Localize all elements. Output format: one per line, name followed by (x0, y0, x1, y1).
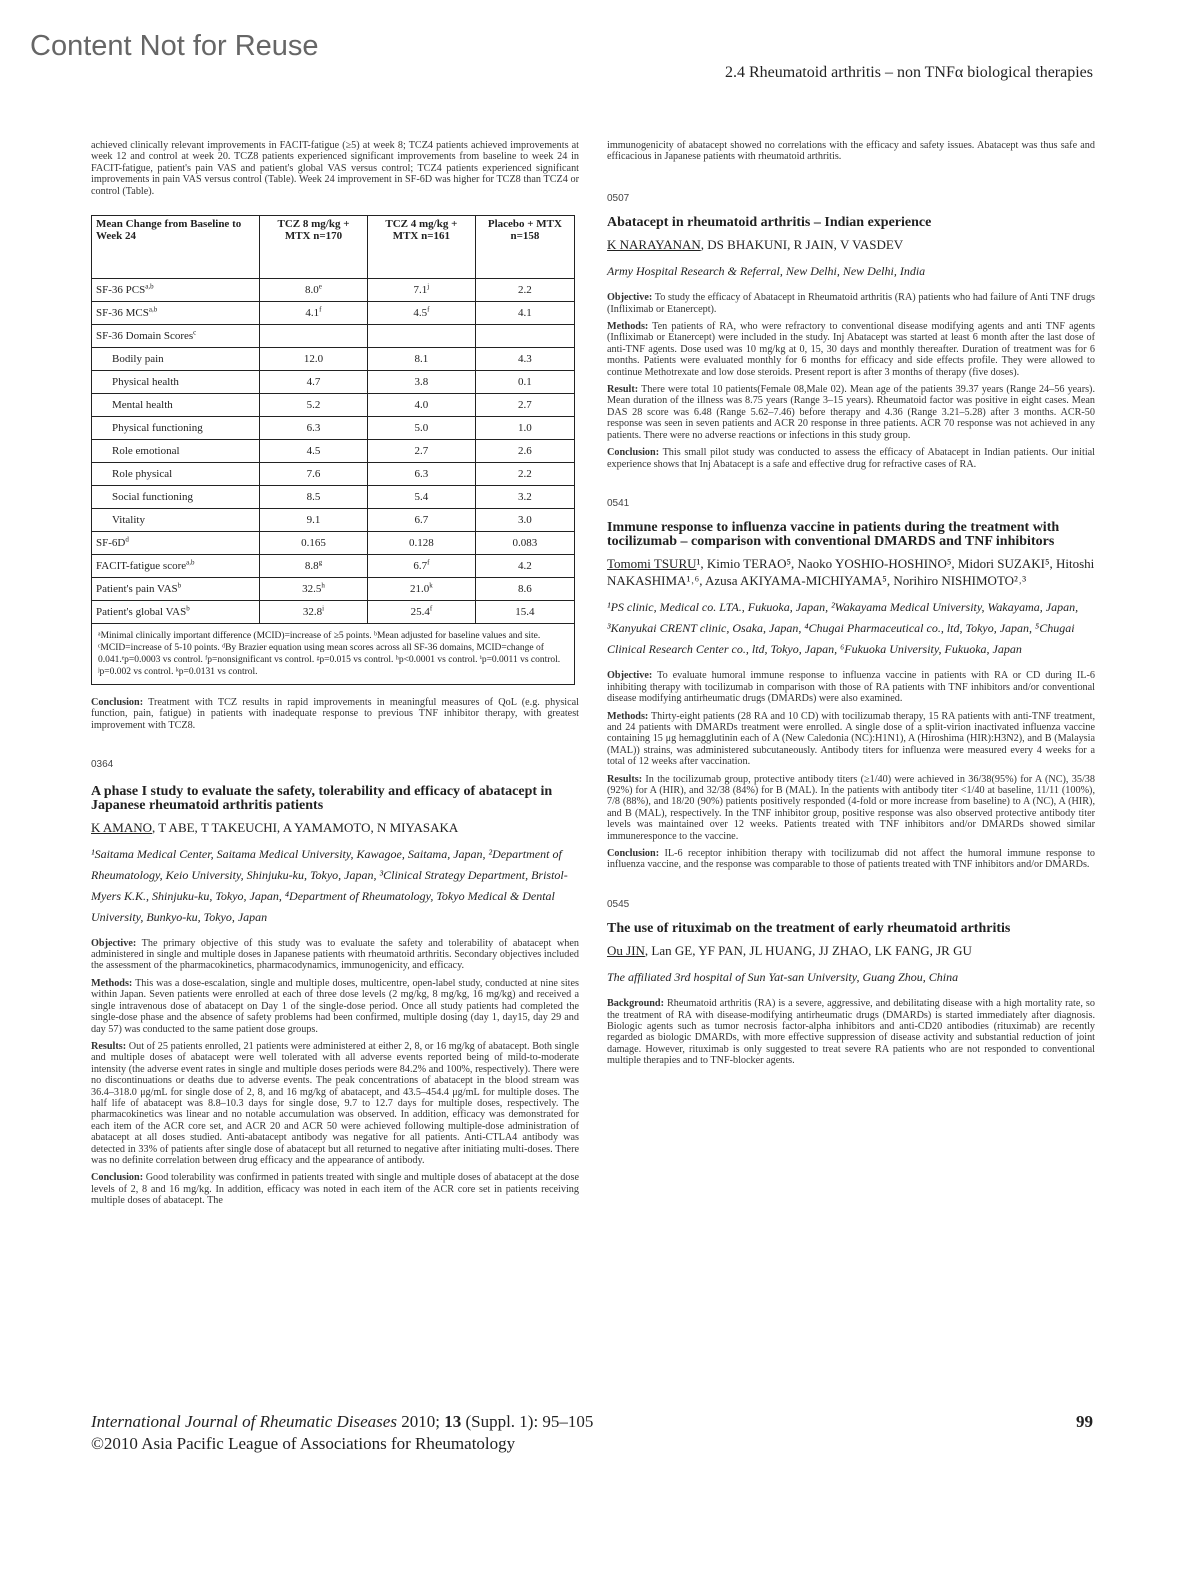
row-label-text: Role physical (112, 468, 173, 481)
cell-value (475, 348, 574, 371)
row-label (92, 394, 260, 417)
authors-0364 (91, 819, 579, 836)
row-label-sup: a,b (148, 305, 158, 314)
cell-value (260, 279, 368, 302)
table-row (92, 279, 575, 302)
cell-number: 4.3 (518, 353, 532, 366)
row-label-sup: b (186, 604, 190, 613)
cell-value (475, 509, 574, 532)
cell-value (475, 394, 574, 417)
methods-lead: Methods: (607, 321, 649, 333)
header-placebo: Placebo + MTX n=158 (475, 216, 574, 279)
cell-value (475, 371, 574, 394)
abstract-code-0507: 0507 (607, 192, 630, 204)
conclusion-text: Treatment with TCZ results in rapid improvements in meaningful measures of QoL (e.g. physical function, pain, fatigue) in patients with inadequate response to previous TNF inhibitor therapy, with greatest improvement with TCZ8. (91, 697, 579, 731)
table-row (92, 325, 575, 348)
authors-0545 (607, 942, 1095, 959)
cell-number: 6.7 (414, 514, 429, 527)
row-label (92, 417, 260, 440)
cell-value (260, 371, 368, 394)
table-row (92, 532, 575, 555)
row-label (92, 463, 260, 486)
conclusion-text: This small pilot study was conducted to assess the efficacy of Abatacept in Indian patients. Our initial experience shows that Inj Abatacept is a safe and effective drug for refractive cases of RA. (607, 447, 1095, 470)
presenter-0541: Tomomi TSURU (607, 556, 697, 572)
table-row (92, 394, 575, 417)
table-row (92, 578, 575, 601)
cell-number: 32.5 (302, 583, 322, 596)
row-label-text: Patient's pain VAS (96, 583, 178, 596)
cell-value (367, 302, 475, 325)
objective-0507 (607, 292, 1095, 315)
cell-number: 0.128 (408, 537, 434, 550)
row-label (92, 279, 260, 302)
table-row (92, 486, 575, 509)
cell-value (475, 486, 574, 509)
objective-lead: Objective: (607, 292, 653, 304)
authors-0507 (607, 236, 1095, 253)
cell-number: 4.7 (306, 376, 321, 389)
cell-value (475, 325, 574, 348)
cell-footnote-marker: k (429, 581, 433, 590)
table-footnote: ᵃMinimal clinically important difference (MCID)=increase of ≥5 points. ᵇMean adjusted for baseline values and site. ᶜMCID=increase of 5-10 points. ᵈBy Brazier equation using mean scores across all SF-36 domains, MCID=change of 0.041.ᵉp=0.0003 vs control. ᶠp=nonsignificant vs control. ᵍp=0.015 vs control. ʰp<0.0001 vs control. ⁱp=0.0011 vs control. ʲp=0.002 vs control. ᵏp=0.0131 vs control. (92, 624, 575, 685)
authors-rest-0364: , T ABE, T TAKEUCHI, A YAMAMOTO, N MIYASAKA (152, 819, 459, 835)
table-row (92, 417, 575, 440)
cell-footnote-marker: f (427, 305, 430, 314)
cell-number: 7.1 (413, 284, 428, 297)
row-label-text: SF-36 MCS (96, 307, 149, 320)
row-label-text: Role emotional (112, 445, 180, 458)
background-text: Rheumatoid arthritis (RA) is a severe, aggressive, and debilitating disease with a high mortality rate, so the treatment of RA with disease-modifying antirheumatic drugs (DMARDs) is started immediately after diagnosis. Biologic agents such as tumor necrosis factor-alpha inhibitors and anti-CD20 antibodies (rituximab) are recently regarded as biologic DMARDs, with more effective suppression of disease activity and substantial reduction of joint damage. However, rituximab is only suggested to treat severe RA patients who are not responded to conventional multiple therapies and to TNF-blocker agents. (607, 998, 1095, 1067)
row-label-sup: b (177, 581, 182, 590)
cell-number: 3.8 (414, 376, 429, 389)
cell-value (475, 532, 574, 555)
cell-value (475, 555, 574, 578)
intro-paragraph: achieved clinically relevant improvements in FACIT-fatigue (≥5) at week 8; TCZ4 patients achieved improvements at week 12 and control at week 20. TCZ8 patients experienced significant improvements from baseline to week 24 in FACIT-fatigue, patient's pain VAS and patient's global VAS versus control; TCZ4 patients experienced significant improvements in pain VAS versus control (Table). Week 24 improvement in SF-6D was higher for TCZ8 than TCZ4 or control (Table). (91, 140, 579, 197)
cell-number: 6.3 (306, 422, 321, 435)
row-label-text: SF-36 PCS (96, 284, 146, 297)
journal-pages: (Suppl. 1): 95–105 (461, 1412, 594, 1431)
cell-number: 2.7 (518, 399, 532, 412)
table-row (92, 302, 575, 325)
cell-number: 7.6 (306, 468, 321, 481)
cell-value (260, 532, 368, 555)
cell-value (367, 348, 475, 371)
background-0545 (607, 998, 1095, 1066)
abstract-code-0545: 0545 (607, 898, 630, 910)
cell-value (475, 578, 574, 601)
cell-value (475, 279, 574, 302)
presenter-0364: K AMANO (91, 819, 153, 835)
row-label (92, 325, 260, 348)
cell-number: 9.1 (306, 514, 321, 527)
cell-number: 8.5 (306, 491, 321, 504)
cell-value (367, 417, 475, 440)
row-label (92, 509, 260, 532)
result-text: There were total 10 patients(Female 08,Male 02). Mean age of the patients 39.37 years (Range 24–56 years). Mean duration of the illness was 8.75 years (Range 3–15 years). Rheumatoid factor was positive in eight cases. Mean DAS 28 score was 6.48 (Range 5.62–7.46) before therapy and 4.36 (Range 3.21–5.28) after 3 months. ACR-50 response was seen in seven patients and ACR 20 response in three patients. ACR 70 response was not achieved in any patients. There were no adverse reactions or infections in this study group. (607, 384, 1095, 441)
row-label-text: SF-6D (96, 537, 126, 550)
table-row (92, 440, 575, 463)
cell-number: 3.0 (518, 514, 532, 527)
cell-number: 3.2 (518, 491, 532, 504)
cell-value (260, 486, 368, 509)
cell-value (475, 601, 574, 624)
cell-number: 21.0 (409, 583, 430, 596)
cell-number: 5.2 (306, 399, 321, 412)
cell-value (367, 394, 475, 417)
conclusion-paragraph (91, 697, 579, 731)
cell-value (367, 601, 475, 624)
methods-text: Ten patients of RA, who were refractory to conventional disease modifying agents and anti TNF agents (Infliximab or Etanercept) were included in the study. Inj Abatacept was started at least 6 month after the last dose of anti-TNF agents. Dose used was 10 mg/kg at 0, 15, 30 days and monthly thereafter. Duration of treatment was for 6 months. Patients were evaluated monthly for 6 months for efficacy and side effects profile. They were allowed to continue Methotrexate and low dose steroids. Present report is after 3 months of therapy (five doses). (607, 321, 1095, 378)
conclusion-text: Good tolerability was confirmed in patients treated with single and multiple doses of abatacept at the dose levels of 2, 8 and 16 mg/kg. In addition, efficacy was noted in each item of the ACR core set in patients receiving multiple doses of abatacept. The (91, 1172, 579, 1207)
abstract-code-0541: 0541 (607, 497, 630, 509)
row-label (92, 371, 260, 394)
abstract-code-0364: 0364 (91, 759, 114, 771)
presenter-0545: Ou JIN (607, 943, 645, 959)
table-row (92, 371, 575, 394)
cell-value (260, 348, 368, 371)
row-label-text: Mental health (112, 399, 173, 412)
conclusion-lead: Conclusion: (91, 1172, 144, 1184)
header-measure: Mean Change from Baseline to Week 24 (92, 216, 260, 279)
row-label-sup: d (125, 535, 129, 544)
cell-value (367, 486, 475, 509)
cell-number: 2.2 (518, 284, 532, 297)
affiliation-0507: Army Hospital Research & Referral, New Delhi, New Delhi, India (607, 264, 926, 279)
cell-value (260, 578, 368, 601)
row-label (92, 555, 260, 578)
cell-number: 2.6 (518, 445, 532, 458)
row-label (92, 578, 260, 601)
cell-value (367, 440, 475, 463)
cell-footnote-marker: g (318, 558, 323, 567)
cell-number: 8.1 (414, 353, 429, 366)
cell-number: 4.1 (305, 307, 320, 320)
row-label-text: Physical functioning (112, 422, 203, 435)
cell-number: 2.7 (414, 445, 429, 458)
right-column (607, 140, 1095, 1073)
conclusion-lead: Conclusion: (91, 697, 144, 709)
authors-rest-0545: , Lan GE, YF PAN, JL HUANG, JJ ZHAO, LK FANG, JR GU (644, 943, 972, 959)
cell-footnote-marker: j (427, 282, 430, 291)
cell-number: 2.2 (518, 468, 532, 481)
cell-value (367, 578, 475, 601)
cell-number: 8.6 (518, 583, 532, 596)
cell-number: 4.0 (414, 399, 429, 412)
cell-value (260, 463, 368, 486)
methods-lead: Methods: (91, 977, 133, 989)
continuation-paragraph: immunogenicity of abatacept showed no correlations with the efficacy and safety issues. Abatacept was thus safe and efficacious in Japanese patients with rheumatoid arthritis. (607, 140, 1095, 163)
results-table (91, 215, 575, 685)
abstract-title-0545: The use of rituximab on the treatment of early rheumatoid arthritis (607, 921, 1011, 937)
results-0364 (91, 1041, 579, 1166)
cell-value (367, 325, 475, 348)
row-label (92, 486, 260, 509)
journal-volume: 13 (444, 1412, 462, 1431)
cell-value (260, 440, 368, 463)
cell-footnote-marker: f (427, 558, 430, 567)
cell-value (260, 555, 368, 578)
cell-value (367, 279, 475, 302)
conclusion-0364 (91, 1172, 579, 1206)
cell-footnote-marker: e (318, 282, 322, 291)
cell-value (260, 302, 368, 325)
footer-citation (91, 1412, 593, 1432)
cell-value (260, 325, 368, 348)
row-label-text: SF-36 Domain Scores (96, 330, 194, 343)
cell-number: 0.165 (301, 537, 326, 550)
journal-year: 2010; (396, 1412, 445, 1431)
methods-0507 (607, 321, 1095, 378)
row-label-text: Social functioning (112, 491, 193, 504)
watermark: Content Not for Reuse (30, 30, 319, 62)
cell-footnote-marker: i (322, 604, 325, 613)
objective-0541 (607, 670, 1095, 704)
table-row (92, 348, 575, 371)
cell-number: 4.2 (518, 560, 532, 573)
row-label (92, 601, 260, 624)
cell-value (475, 440, 574, 463)
conclusion-lead: Conclusion: (607, 848, 660, 859)
table-body (92, 279, 575, 624)
table-row (92, 601, 575, 624)
cell-number: 8.8 (304, 560, 319, 573)
methods-0541 (607, 711, 1095, 768)
table-row (92, 509, 575, 532)
authors-rest-0541: ¹, Kimio TERAO⁵, Naoko YOSHIO-HOSHINO⁵, Midori SUZAKI⁵, Hitoshi NAKASHIMA¹˒⁶, Azusa AKIYAMA-MICHIYAMA⁵, Norihiro NISHIMOTO²˒³ (607, 556, 1095, 589)
results-text: Out of 25 patients enrolled, 21 patients were administered at either 2, 8, or 16 mg/kg of abatacept. Both single and multiple doses of abatacept were well tolerated with all adverse events reported being of mild-to-moderate intensity (the adverse event rates in single and multiple doses periods were 84.2% and 100%, respectively). There were no discontinuations or deaths due to adverse events. The peak concentrations of abatacept in the blood stream was 36.4–318.0 μg/mL for single dose of 2, 8, and 16 mg/kg of abatacept, and 43.5–454.4 μg/mL for multiple doses. The half life of abatacept was 8.8–10.3 days for single dose, 9.7 to 12.7 days for multiple doses, respectively. The pharmacokinetics was linear and no notable accumulation was observed. In addition, efficacy was demonstrated for each item of the ACR core set, and ACR 20 and ACR 50 were achieved following multiple-dose administration of abatacept at all doses studied. Anti-abatacept antibody was negative for all patients. Anti-CTLA4 antibody was detected in 33% of patients after single dose of abatacept but all returned to negative after initiating multi-doses. There was no definite correlation between drug efficacy and the appearance of antibody. (91, 1040, 579, 1166)
footer-copyright: ©2010 Asia Pacific League of Associations for Rheumatology (91, 1434, 516, 1453)
cell-number: 12.0 (303, 353, 324, 366)
row-label (92, 532, 260, 555)
cell-number: 32.8 (302, 606, 323, 619)
row-label-sup: a,b (186, 558, 195, 567)
methods-text: This was a dose-escalation, single and multiple doses, multicentre, open-label study, conducted at nine sites within Japan. Seven patients were enrolled at each of three dose levels (2 mg/kg, 8 mg/kg, 16 mg/kg) and received a single intravenous dose of abatacept on Day 1 of the single-dose period. Once all study patients had completed the single-dose phase and the absence of safety problems had been confirmed, multiple dosing (day 1, day15, day 29 and day 57) was conducted to the same patient dose groups. (91, 977, 579, 1035)
cell-value (367, 463, 475, 486)
cell-value (367, 371, 475, 394)
result-0507 (607, 384, 1095, 441)
affiliation-0541: ¹PS clinic, Medical co. LTA., Fukuoka, Japan, ²Wakayama Medical University, Wakayama, Japan, ³Kanyukai CRENT clinic, Osaka, Japan, ⁴Chugai Pharmaceutical co., ltd, Tokyo, Japan, ⁵Chugai Clinical Research Center co., ltd, Tokyo, Japan, ⁶Fukuoka University, Fukuoka, Japan (607, 600, 1079, 657)
conclusion-0507 (607, 447, 1095, 470)
objective-text: To evaluate humoral immune response to influenza vaccine in patients with RA or CD during IL-6 inhibiting therapy with tocilizumab in comparison with those of RA patients with TNF inhibitors and/or conventional disease modifying antirheumatic drugs (DMARDs) were also examined. (607, 670, 1095, 705)
row-label-text: Patient's global VAS (96, 606, 187, 619)
conclusion-lead: Conclusion: (607, 447, 660, 459)
running-head: 2.4 Rheumatoid arthritis – non TNFα biological therapies (724, 64, 1093, 81)
cell-value (260, 509, 368, 532)
results-lead: Results: (607, 773, 643, 785)
cell-number: 15.4 (515, 606, 535, 619)
cell-number: 4.1 (518, 307, 532, 320)
cell-value (367, 555, 475, 578)
methods-text: Thirty-eight patients (28 RA and 10 CD) with tocilizumab therapy, 15 RA patients with anti-TNF treatment, and 24 patients with DMARDs treatment were enrolled. A single dose of a split-virion inactivated influenza vaccine containing 15 μg hemagglutinin each of A (New Caledonia (NC):H1N1), A (Hiroshima (HIR):H3N2), and B (Malaysia (MAL)) strains, was administered subcutaneously. Antibody titers for influenza were measured every 4 weeks for a total of 12 weeks after vaccination. (607, 710, 1095, 768)
cell-number: 1.0 (518, 422, 532, 435)
objective-text: The primary objective of this study was to evaluate the safety and tolerability of abatacept when administered in single and multiple doses in Japanese patients with rheumatoid arthritis. Secondary objectives included the assessment of the pharmacokinetics, pharmacodynamics, immunogenicity, and efficacy. (91, 937, 579, 972)
objective-0364 (91, 938, 579, 972)
cell-value (367, 509, 475, 532)
affiliation-0545: The affiliated 3rd hospital of Sun Yat-san University, Guang Zhou, China (607, 970, 959, 985)
cell-number: 25.4 (410, 606, 430, 619)
cell-value (475, 417, 574, 440)
results-lead: Results: (91, 1040, 127, 1052)
cell-value (260, 394, 368, 417)
authors-0541 (607, 555, 1095, 589)
methods-lead: Methods: (607, 710, 649, 722)
abstract-title-0364: A phase I study to evaluate the safety, tolerability and efficacy of abatacept in Japanese rheumatoid arthritis patients (91, 783, 553, 813)
cell-footnote-marker: f (429, 604, 433, 613)
cell-value (260, 417, 368, 440)
results-0541 (607, 774, 1095, 842)
authors-rest-0507: , DS BHAKUNI, R JAIN, V VASDEV (700, 237, 904, 253)
journal-name: International Journal of Rheumatic Diseases (91, 1412, 397, 1431)
background-lead: Background: (607, 998, 664, 1010)
conclusion-text: IL-6 receptor inhibition therapy with tocilizumab did not affect the humoral immune response to influenza vaccine, and the response was comparable to those of patients treated with TNF inhibitors and/or DMARDs. (607, 848, 1095, 871)
cell-value (475, 463, 574, 486)
row-label-text: Physical health (112, 376, 179, 389)
row-label-sup: a,b (145, 282, 154, 291)
abstract-title-0507: Abatacept in rheumatoid arthritis – Indian experience (607, 215, 932, 231)
cell-number: 0.1 (518, 376, 532, 389)
cell-value (475, 302, 574, 325)
result-lead: Result: (607, 384, 639, 396)
row-label (92, 348, 260, 371)
row-label (92, 440, 260, 463)
objective-lead: Objective: (91, 937, 137, 949)
abstract-title-0541: Immune response to influenza vaccine in patients during the treatment with tocilizumab – comparison with conventional DMARDS and TNF inhibitors (607, 520, 1060, 550)
cell-number: 4.5 (413, 307, 428, 320)
methods-0364 (91, 978, 579, 1035)
objective-text: To study the efficacy of Abatacept in Rheumatoid arthritis (RA) patients who had failure of Anti TNF drugs (Infliximab or Etanercept). (607, 292, 1095, 315)
cell-number: 4.5 (306, 445, 321, 458)
cell-value (260, 601, 368, 624)
presenter-0507: K NARAYANAN (607, 237, 701, 253)
cell-footnote-marker: h (321, 581, 325, 590)
objective-lead: Objective: (607, 670, 653, 682)
cell-number: 0.083 (512, 537, 538, 550)
row-label-text: FACIT-fatigue score (96, 560, 187, 573)
row-label-text: Vitality (112, 514, 145, 527)
page-number: 99 (1076, 1412, 1093, 1431)
row-label-text: Bodily pain (112, 353, 164, 366)
table-row (92, 463, 575, 486)
cell-footnote-marker: f (319, 305, 322, 314)
affiliation-0364: ¹Saitama Medical Center, Saitama Medical University, Kawagoe, Saitama, Japan, ²Department of Rheumatology, Keio University, Shinjuku-ku, Tokyo, Japan, ³Clinical Strategy Department, Bristol-Myers K.K., Shinjuku-ku, Tokyo, Japan, ⁴Department of Rheumatology, Tokyo Medical & Dental University, Bunkyo-ku, Tokyo, Japan (91, 846, 568, 924)
left-column (91, 140, 579, 1213)
cell-number: 5.0 (414, 422, 429, 435)
results-text: In the tocilizumab group, protective antibody titers (≥1/40) were achieved in 36/38(95%) for A (NC), 35/38 (92%) for A (HIR), and 32/38 (84%) for B (MAL). In the patients with antibody titer <1/40 at baseline, 11/11 (100%), 7/8 (88%), and 18/20 (90%) patients positively responded (4-fold or more increase from baseline) to A (NC), A (HIR), and B (MAL), respectively. In the TNF inhibitor group, positive response was also observed protective antibody titer levels was maintained over 12 weeks. Patients treated with TNF inhibitors and/or DMARDs showed similar immuneresponce to the vaccine. (607, 773, 1095, 842)
table-row (92, 555, 575, 578)
header-tcz8: TCZ 8 mg/kg + MTX n=170 (260, 216, 368, 279)
row-label-sup: c (193, 328, 197, 337)
cell-number: 5.4 (414, 491, 429, 504)
conclusion-0541 (607, 848, 1095, 871)
cell-number: 6.7 (413, 560, 428, 573)
cell-value (367, 532, 475, 555)
cell-number: 8.0 (305, 284, 319, 297)
header-tcz4: TCZ 4 mg/kg + MTX n=161 (367, 216, 475, 279)
row-label (92, 302, 260, 325)
cell-number: 6.3 (414, 468, 429, 481)
